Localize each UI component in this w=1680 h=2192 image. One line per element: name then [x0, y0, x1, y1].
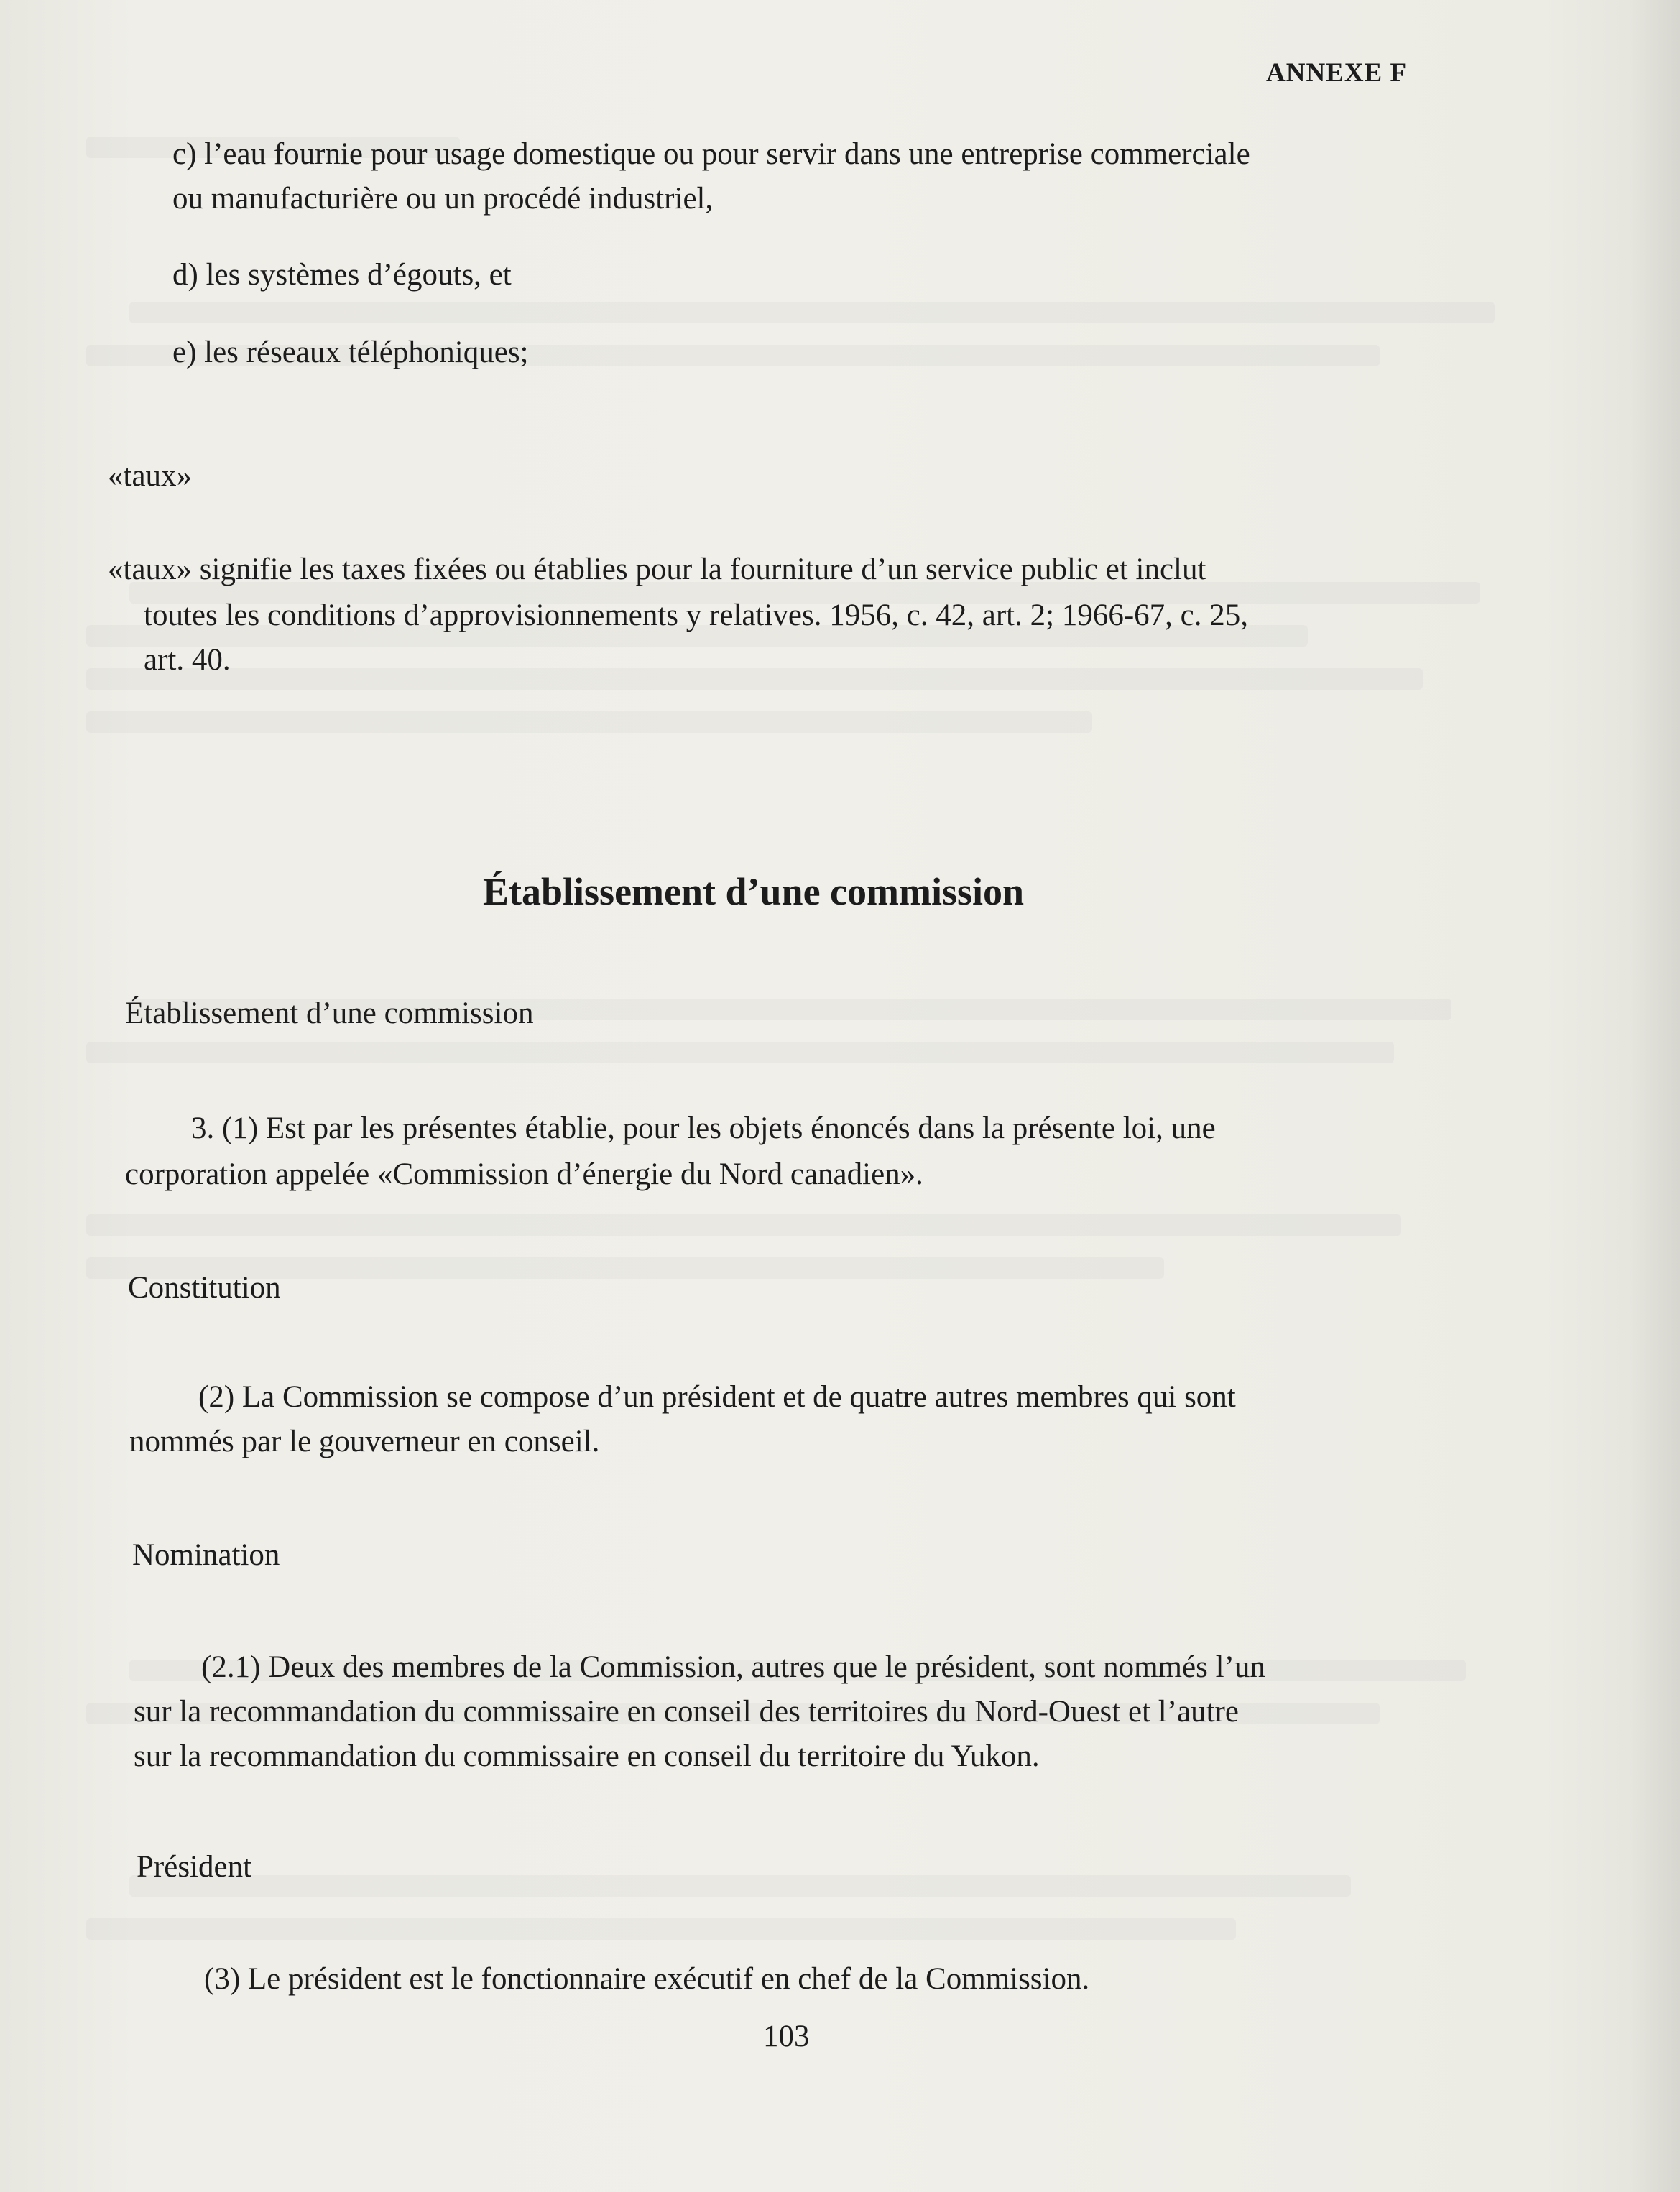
subsection-3-3: (3) Le président est le fonctionnaire exécutif en chef de la Commission. [204, 1962, 1090, 1996]
definition-item-d: d) les systèmes d’égouts, et [172, 258, 512, 292]
annex-header: ANNEXE F [1266, 58, 1408, 88]
subsection-3-21-line1: (2.1) Deux des membres de la Commission, autres que le président, sont nommés l’un [201, 1650, 1265, 1684]
subsection-3-1-line1: 3. (1) Est par les présentes établie, pour les objets énoncés dans la présente loi, une [191, 1111, 1216, 1145]
subsection-3-21-line3: sur la recommandation du commissaire en conseil du territoire du Yukon. [134, 1739, 1040, 1773]
definition-item-c-line1: c) l’eau fournie pour usage domestique ou pour servir dans une entreprise commerciale [172, 137, 1250, 171]
definition-taux-line2: toutes les conditions d’approvisionnements y relatives. 1956, c. 42, art. 2; 1966-67, c. 25, [144, 598, 1248, 632]
definition-taux-line1: «taux» signifie les taxes fixées ou établies pour la fourniture d’un service public et inclut [108, 552, 1206, 586]
section-heading: Établissement d’une commission [483, 870, 1025, 913]
page-edge-shadow [1630, 0, 1680, 2192]
subsection-3-2-line1: (2) La Commission se compose d’un président et de quatre autres membres qui sont [198, 1380, 1236, 1414]
subsection-3-1-line2: corporation appelée «Commission d’énergie du Nord canadien». [125, 1157, 923, 1191]
definition-taux-line3: art. 40. [144, 643, 231, 677]
definition-item-e: e) les réseaux téléphoniques; [172, 336, 529, 369]
margin-note-establishment: Établissement d’une commission [125, 996, 534, 1030]
subsection-3-21-line2: sur la recommandation du commissaire en conseil des territoires du Nord-Ouest et l’autre [134, 1695, 1239, 1729]
margin-note-president: Président [137, 1850, 252, 1884]
margin-note-constitution: Constitution [128, 1271, 281, 1305]
page-number: 103 [763, 2020, 810, 2053]
definition-item-c-line2: ou manufacturière ou un procédé industriel, [172, 182, 714, 216]
margin-note-nomination: Nomination [132, 1538, 280, 1572]
margin-note-taux: «taux» [108, 459, 193, 493]
subsection-3-2-line2: nommés par le gouverneur en conseil. [129, 1425, 600, 1458]
